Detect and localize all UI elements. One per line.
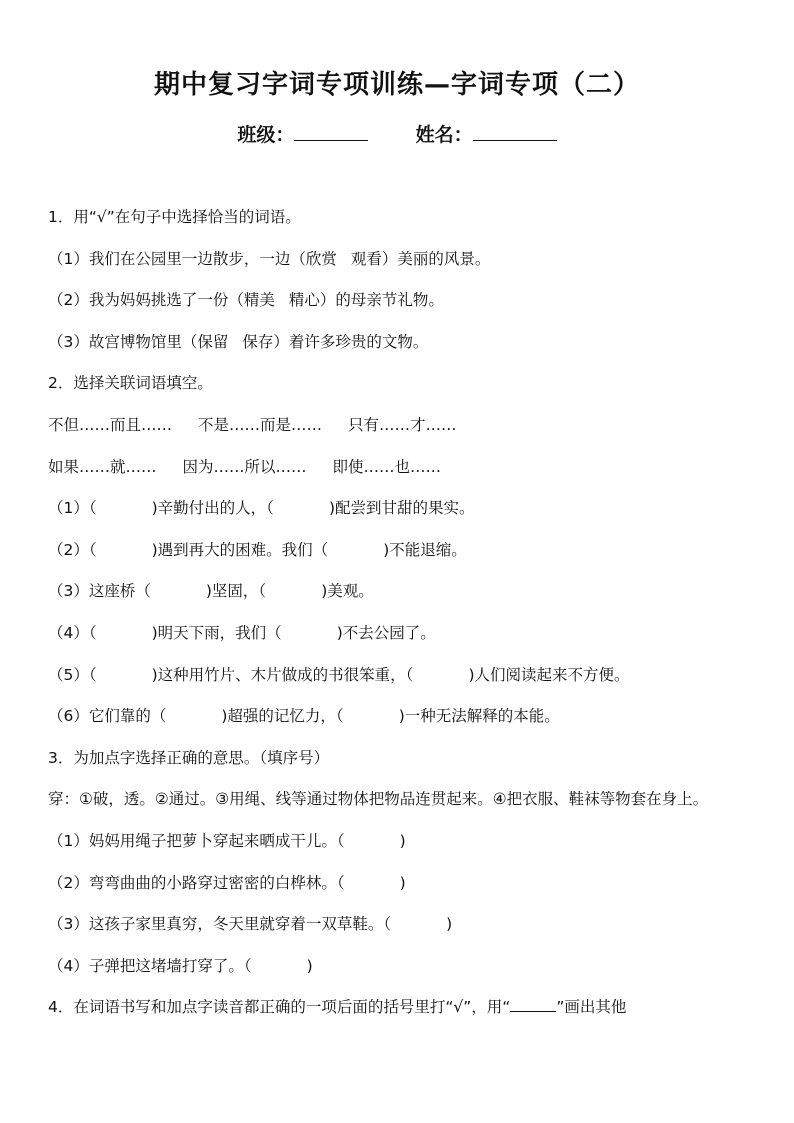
q2-word-bank-row-2: 如果……就…… 因为……所以…… 即使……也…… — [48, 457, 442, 476]
underline-sample — [510, 997, 556, 1012]
q3-definition: 穿：①破，透。②通过。③用绳、线等通过物体把物品连贯起来。④把衣服、鞋袜等物套在身上。 — [48, 790, 709, 809]
q1-item-2: （2）我为妈妈挑选了一份（精美 精心）的母亲节礼物。 — [48, 291, 444, 310]
q2-item-3: （3）这座桥（ )坚固，（ )美观。 — [48, 582, 374, 601]
q1-item-3: （3）故宫博物馆里（保留 保存）着许多珍贵的文物。 — [48, 332, 429, 351]
q2-item-6: （6）它们靠的（ )超强的记忆力，（ )一种无法解释的本能。 — [48, 707, 560, 726]
name-label: 姓名： — [415, 124, 473, 146]
q2-item-4: （4）（ )明天下雨，我们（ )不去公园了。 — [48, 623, 436, 642]
q3-item-4: （4）子弹把这堵墙打穿了。（ ) — [48, 956, 313, 975]
q3-item-2: （2）弯弯曲曲的小路穿过密密的白桦林。（ ) — [48, 873, 406, 892]
class-blank[interactable] — [294, 122, 368, 141]
class-label: 班级： — [237, 124, 295, 146]
student-info — [0, 120, 794, 147]
exercise-content — [48, 197, 738, 1029]
q2-item-1: （1）（ )辛勤付出的人，（ )配尝到甘甜的果实。 — [48, 499, 475, 518]
name-blank[interactable] — [473, 122, 557, 141]
q1-item-1: （1）我们在公园里一边散步，一边（欣赏 观看）美丽的风景。 — [48, 249, 491, 268]
question-1-stem: 1．用“√”在句子中选择恰当的词语。 — [48, 208, 301, 226]
q3-item-3: （3）这孩子家里真穷，冬天里就穿着一双草鞋。（ ) — [48, 915, 453, 934]
question-2-stem: 2．选择关联词语填空。 — [48, 374, 213, 393]
q2-item-5: （5）（ )这种用竹片、木片做成的书很笨重，（ )人们阅读起来不方便。 — [48, 665, 630, 684]
question-4-stem: 4．在词语书写和加点字读音都正确的一项后面的括号里打“√”，用“ ”画出其他 — [48, 998, 627, 1017]
question-3-stem: 3．为加点字选择正确的意思。（填序号） — [48, 748, 330, 767]
q2-item-2: （2）（ )遇到再大的困难。我们（ )不能退缩。 — [48, 540, 467, 559]
q2-word-bank-row-1: 不但……而且…… 不是……而是…… 只有……才…… — [48, 415, 457, 434]
page-title: 期中复习字词专项训练—字词专项（二） — [153, 70, 640, 100]
q3-item-1: （1）妈妈用绳子把萝卜穿起来晒成干儿。（ ) — [48, 831, 406, 850]
